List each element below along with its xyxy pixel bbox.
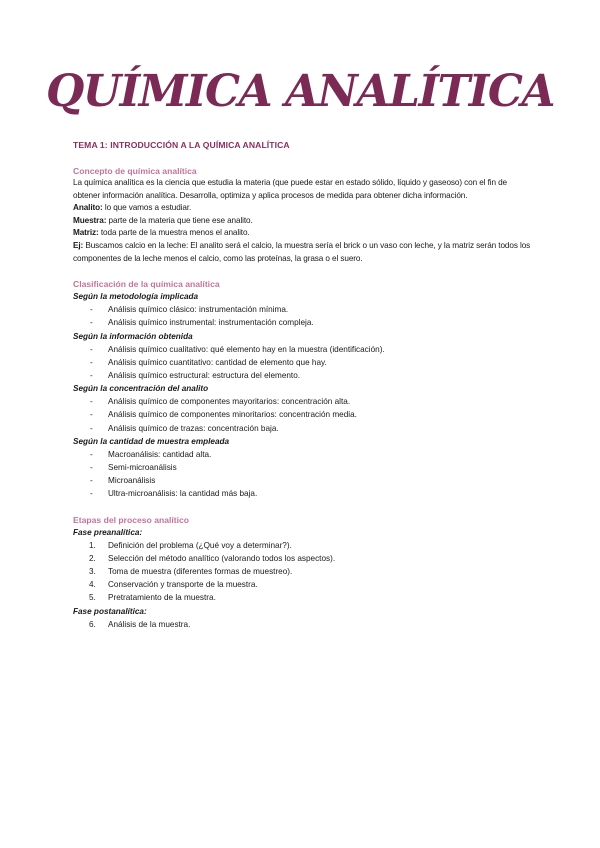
matriz-line <box>73 227 533 240</box>
term-text: lo que vamos a estudiar. <box>102 203 192 213</box>
step-number: 5. <box>89 593 96 603</box>
step-text: Conservación y transporte de la muestra. <box>108 580 258 590</box>
term-label: Muestra: <box>73 215 107 225</box>
list-item <box>73 369 533 382</box>
bullet-marker: - <box>90 357 93 367</box>
list-item <box>73 343 533 356</box>
list-item <box>73 422 533 435</box>
classification-list <box>73 448 533 501</box>
post-steps-list <box>73 618 533 631</box>
term-text: Buscamos calcio en la leche: El analito será el calcio, la muestra sería el brick o un vaso con leche, y la matriz serán todos los componentes de la leche menos el calcio, como las proteínas, la grasa o el suero. <box>73 240 531 263</box>
step-item <box>73 565 533 578</box>
analito-line <box>73 202 533 215</box>
list-item <box>73 474 533 487</box>
bullet-marker: - <box>90 462 93 472</box>
list-item <box>73 356 533 369</box>
list-item-text: Análisis químico cualitativo: qué elemento hay en la muestra (identificación). <box>108 344 385 354</box>
phase-pre-heading: Fase preanalítica: <box>73 527 143 537</box>
classification-groups <box>73 290 533 500</box>
document-title: QUÍMICA ANALÍTICA <box>45 66 555 117</box>
list-item-text: Análisis químico clásico: instrumentación mínima. <box>108 305 289 315</box>
list-item-text: Análisis químico instrumental: instrumentación compleja. <box>108 318 314 328</box>
term-label: Matriz: <box>73 228 99 238</box>
section-heading-concepto: Concepto de química analítica <box>73 166 197 176</box>
list-item <box>73 487 533 500</box>
example-line <box>73 240 533 265</box>
classification-subheading: Según la concentración del analito <box>73 384 209 394</box>
section-heading-clasificacion: Clasificación de la química analítica <box>73 279 220 290</box>
term-text: parte de la materia que tiene ese analito. <box>106 215 253 225</box>
step-text: Pretratamiento de la muestra. <box>108 593 216 603</box>
step-text: Análisis de la muestra. <box>108 619 191 629</box>
list-item <box>73 303 533 316</box>
bullet-marker: - <box>90 476 93 486</box>
bullet-marker: - <box>90 397 93 407</box>
step-number: 4. <box>89 580 96 590</box>
list-item-text: Análisis químico de componentes mayoritarios: concentración alta. <box>108 397 351 407</box>
list-item-text: Macroanálisis: cantidad alta. <box>108 449 212 459</box>
step-item <box>73 552 533 565</box>
document-body <box>73 139 533 631</box>
step-item <box>73 578 533 591</box>
list-item <box>73 395 533 408</box>
list-item-text: Análisis químico de componentes minoritarios: concentración media. <box>108 410 357 420</box>
step-number: 2. <box>89 553 96 563</box>
classification-subheading: Según la metodología implicada <box>73 292 199 302</box>
bullet-marker: - <box>90 449 93 459</box>
step-text: Toma de muestra (diferentes formas de muestreo). <box>108 567 293 576</box>
muestra-line <box>73 215 533 228</box>
list-item-text: Análisis químico estructural: estructura del elemento. <box>108 370 301 380</box>
classification-list <box>73 303 533 329</box>
definition-paragraph: La química analítica es la ciencia que estudia la materia (que puede estar en estado sólido, líquido y gaseoso) con el fin de obtener información analítica. Desarrolla, optimiza y aplica procesos de medida para obtener dicha información. <box>73 178 507 200</box>
classification-subheading: Según la cantidad de muestra empleada <box>73 436 230 446</box>
list-item <box>73 316 533 329</box>
list-item <box>73 408 533 421</box>
pre-steps-list <box>73 539 533 605</box>
list-item-text: Ultra-microanálisis: la cantidad más baja. <box>108 489 258 499</box>
list-item-text: Análisis químico cuantitativo: cantidad de elemento que hay. <box>108 357 327 367</box>
list-item-text: Microanálisis <box>108 476 156 486</box>
bullet-marker: - <box>90 489 93 499</box>
step-number: 3. <box>89 567 96 576</box>
classification-list <box>73 343 533 383</box>
bullet-marker: - <box>90 344 93 354</box>
list-item <box>73 448 533 461</box>
list-item-text: Análisis químico de trazas: concentración baja. <box>108 423 279 433</box>
step-text: Selección del método analítico (valorando todos los aspectos). <box>108 553 336 563</box>
list-item-text: Semi-microanálisis <box>108 462 177 472</box>
bullet-marker: - <box>90 305 93 315</box>
section-heading-etapas: Etapas del proceso analítico <box>73 514 190 525</box>
topic-heading: TEMA 1: INTRODUCCIÓN A LA QUÍMICA ANALÍTICA <box>73 140 290 150</box>
bullet-marker: - <box>90 410 93 420</box>
list-item <box>73 461 533 474</box>
step-item <box>73 618 533 631</box>
term-label: Analito: <box>73 203 103 213</box>
bullet-marker: - <box>90 370 93 380</box>
step-number: 6. <box>89 619 96 629</box>
bullet-marker: - <box>90 318 93 328</box>
term-label: Ej: <box>73 240 84 250</box>
bullet-marker: - <box>90 423 93 433</box>
classification-list <box>73 395 533 435</box>
step-number: 1. <box>89 540 96 550</box>
classification-subheading: Según la información obtenida <box>73 331 193 341</box>
step-text: Definición del problema (¿Qué voy a determinar?). <box>108 540 292 550</box>
step-item <box>73 591 533 604</box>
term-text: toda parte de la muestra menos el analito. <box>98 228 250 238</box>
step-item <box>73 539 533 552</box>
phase-post-heading: Fase postanalítica: <box>73 606 147 616</box>
